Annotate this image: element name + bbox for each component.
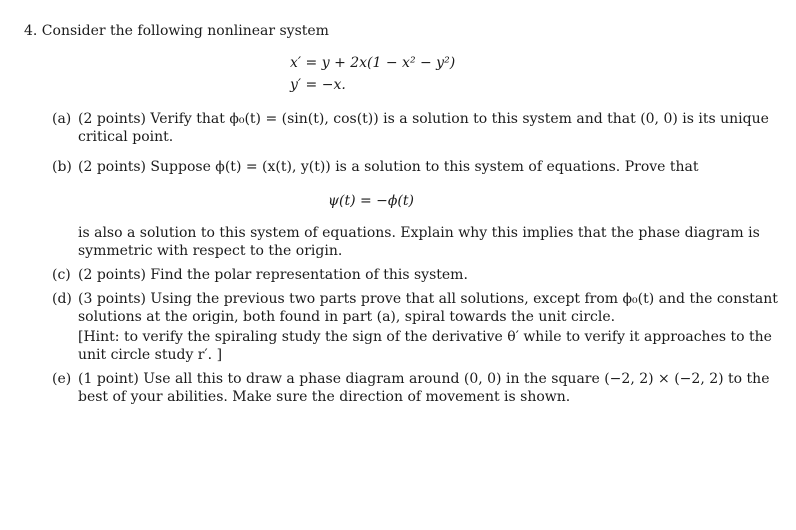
part-a-label: (a) [52,111,72,127]
part-c-label: (c) [52,267,71,283]
part-b-line-1: (2 points) Suppose ϕ(t) = (x(t), y(t)) is a solution to this system of equations. Prove that [78,159,699,175]
system-equation-x: x′ = y + 2x(1 − x² − y²) [290,55,456,71]
part-d-hint-1: [Hint: to verify the spiraling study the sign of the derivative θ′ while to verify it approaches to the [78,329,772,345]
part-e-body [78,370,770,406]
part-b-body-continued [78,224,760,260]
part-a-line-1: (2 points) Verify that ϕ₀(t) = (sin(t), cos(t)) is a solution to this system and that (0, 0) is its unique [78,111,769,127]
system-equation-y: y′ = −x. [290,77,346,93]
part-d-body [78,290,778,364]
part-b-body [78,158,728,176]
part-b-line-3: symmetric with respect to the origin. [78,243,343,259]
part-a-body [78,110,769,146]
part-e-line-1: (1 point) Use all this to draw a phase diagram around (0, 0) in the square (−2, 2) × (−2, 2) to the [78,371,770,387]
part-d-line-2: solutions at the origin, both found in part (a), spiral towards the unit circle. [78,309,616,325]
part-d-label: (d) [52,291,72,307]
part-b-line-2: is also a solution to this system of equations. Explain why this implies that the phase diagram is [78,225,760,241]
part-e-line-2: best of your abilities. Make sure the direction of movement is shown. [78,389,571,405]
problem-heading: 4. Consider the following nonlinear system [24,23,329,39]
part-c-line-1: (2 points) Find the polar representation of this system. [78,267,468,283]
part-d-hint-2: unit circle study r′. ] [78,347,223,363]
part-a-line-2: critical point. [78,129,174,145]
part-b-equation: ψ(t) = −ϕ(t) [328,193,414,209]
part-e-label: (e) [52,371,72,387]
part-d-line-1: (3 points) Using the previous two parts prove that all solutions, except from ϕ₀(t) and the constant [78,291,778,307]
part-c-body [78,266,728,284]
part-b-label: (b) [52,159,72,175]
